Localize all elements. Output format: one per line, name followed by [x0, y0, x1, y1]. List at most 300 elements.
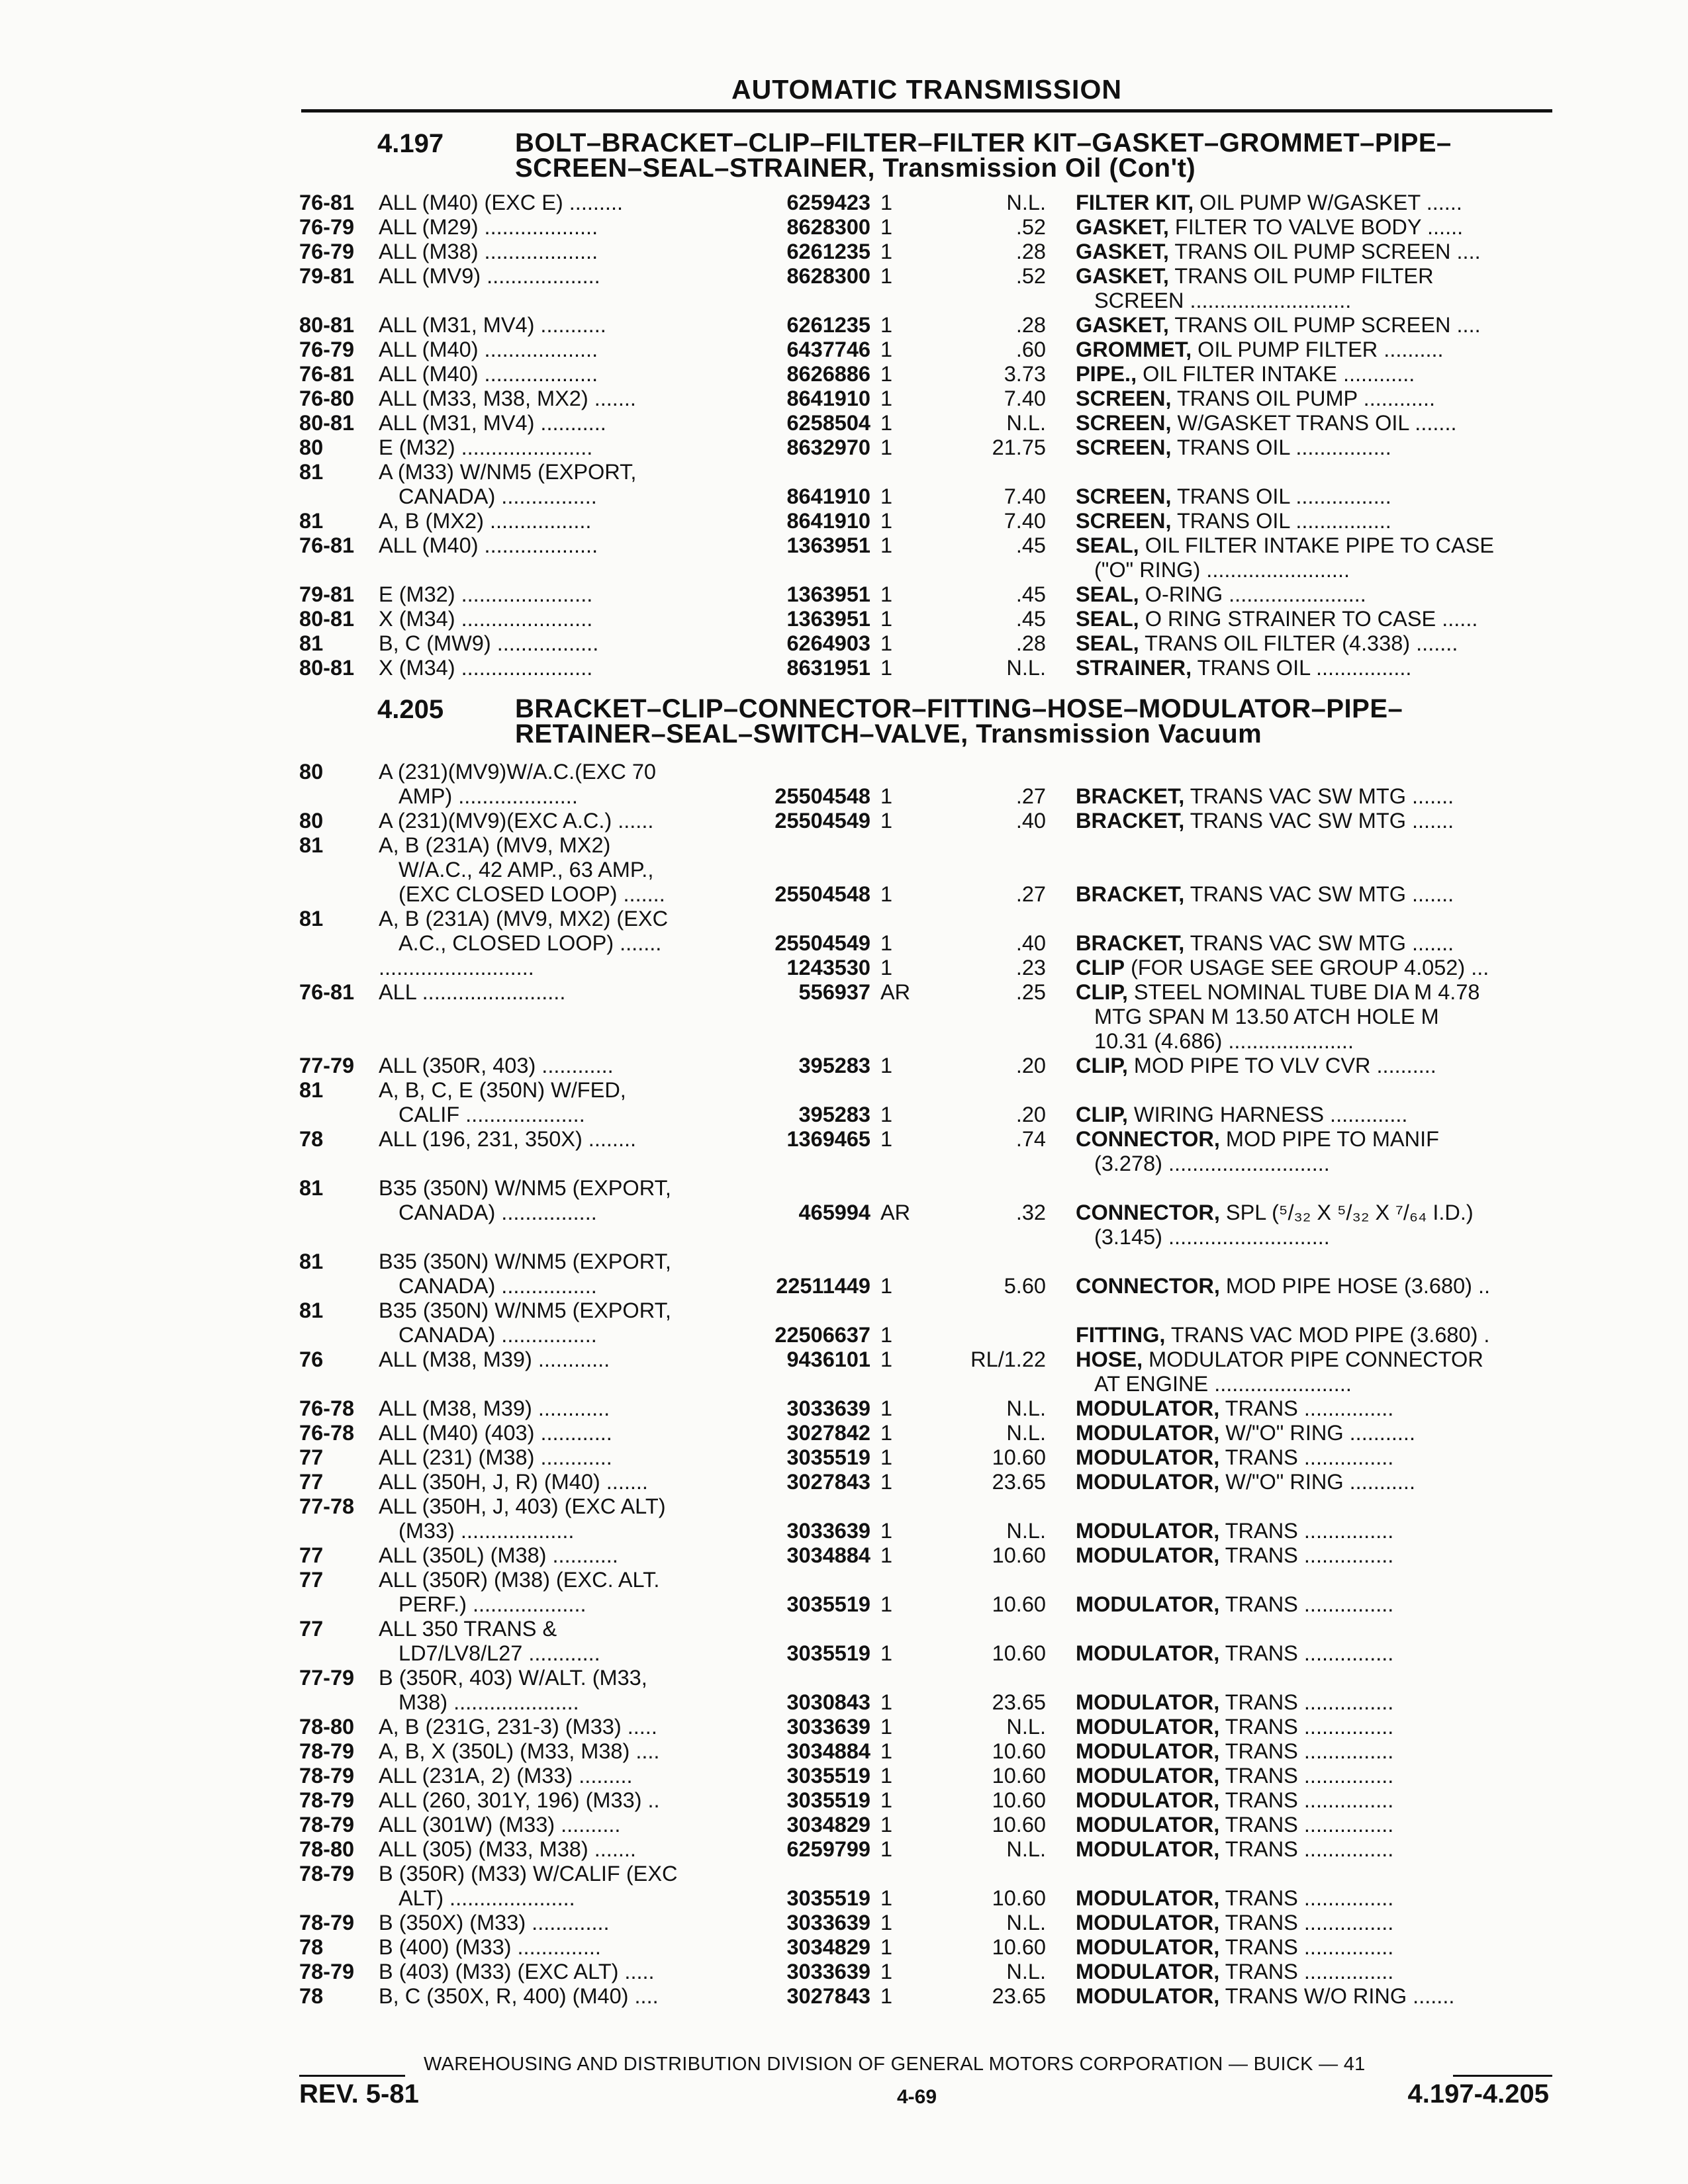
- qty-cell: 1: [880, 191, 893, 214]
- description-name: MODULATOR,: [1076, 1984, 1220, 2008]
- description-text: WIRING HARNESS .............: [1133, 1103, 1408, 1126]
- description-text: OIL FILTER INTAKE PIPE TO CASE: [1145, 533, 1495, 557]
- description-name: MODULATOR,: [1076, 1421, 1220, 1445]
- part-cell: 3033639: [786, 1519, 870, 1543]
- year-cell: 78-79: [299, 1862, 355, 1886]
- description-text: O RING STRAINER TO CASE ......: [1145, 607, 1478, 631]
- year-cell: 76-78: [299, 1421, 355, 1445]
- price-cell: 10.60: [992, 1641, 1046, 1665]
- table-row: [0, 264, 1688, 313]
- table-row: [0, 1250, 1688, 1298]
- qty-cell: 1: [880, 215, 893, 239]
- application-cell: [379, 362, 736, 387]
- description-text: AT ENGINE .......................: [1094, 1372, 1352, 1396]
- qty-cell: 1: [880, 1715, 893, 1739]
- description-cell: [1076, 656, 1552, 680]
- group-title-line: BOLT–BRACKET–CLIP–FILTER–FILTER KIT–GASKET–GROMMET–PIPE–: [515, 128, 1452, 158]
- price-cell: .23: [1015, 956, 1046, 979]
- description-name: GROMMET,: [1076, 338, 1192, 361]
- qty-cell: 1: [880, 1960, 893, 1983]
- description-name: MODULATOR,: [1076, 1813, 1220, 1837]
- price-cell: .40: [1015, 809, 1046, 833]
- description-text: TRANS ...............: [1225, 1641, 1394, 1665]
- application-cell: [379, 1911, 736, 1935]
- application-cell: [379, 582, 736, 607]
- description-cell: [1076, 411, 1552, 435]
- table-row: [0, 656, 1688, 680]
- year-cell: 80: [299, 809, 324, 833]
- description-name: CLIP,: [1076, 1103, 1128, 1126]
- table-row: [0, 1813, 1688, 1837]
- price-cell: .27: [1015, 784, 1046, 808]
- part-cell: 3035519: [786, 1764, 870, 1788]
- table-row: [0, 1494, 1688, 1543]
- description-line: [1076, 289, 1552, 313]
- table-row: [0, 1911, 1688, 1935]
- table-row: [0, 1984, 1688, 2009]
- table-row: [0, 1470, 1688, 1494]
- description-line: [1076, 387, 1552, 411]
- description-text: TRANS VAC SW MTG .......: [1190, 882, 1454, 906]
- table-row: [0, 1960, 1688, 1984]
- table-row: [0, 1127, 1688, 1176]
- description-text: TRANS ...............: [1225, 1837, 1394, 1861]
- description-line: [1076, 1592, 1552, 1617]
- description-cell: [1076, 264, 1552, 313]
- description-line: [1076, 1984, 1552, 2009]
- table-row: [0, 1176, 1688, 1250]
- price-cell: N.L.: [1006, 1837, 1046, 1861]
- description-text: TRANS ...............: [1225, 1911, 1394, 1934]
- description-text: W/GASKET TRANS OIL .......: [1177, 411, 1457, 435]
- part-cell: 3034829: [786, 1813, 870, 1837]
- table-row: [0, 760, 1688, 809]
- description-line: [1076, 1739, 1552, 1764]
- year-cell: 76-81: [299, 191, 355, 214]
- price-cell: N.L.: [1006, 1396, 1046, 1420]
- description-text: TRANS ...............: [1225, 1690, 1394, 1714]
- description-text: TRANS ...............: [1225, 1813, 1394, 1837]
- year-cell: 76-78: [299, 1396, 355, 1420]
- application-line: ALL (350R, 403) ............: [379, 1054, 614, 1077]
- description-cell: [1076, 533, 1552, 582]
- description-cell: [1076, 882, 1552, 907]
- description-line: [1076, 1323, 1552, 1347]
- description-name: BRACKET,: [1076, 809, 1185, 833]
- part-cell: 8641910: [786, 509, 870, 533]
- application-cell: [379, 1788, 736, 1813]
- table-row: [0, 582, 1688, 607]
- description-name: SCREEN,: [1076, 484, 1172, 508]
- application-cell: [379, 411, 736, 435]
- application-line: ALL (231) (M38) ............: [379, 1445, 612, 1469]
- description-name: SCREEN,: [1076, 435, 1172, 459]
- description-name: MODULATOR,: [1076, 1396, 1220, 1420]
- description-cell: [1076, 1470, 1552, 1494]
- description-cell: [1076, 1960, 1552, 1984]
- part-cell: 22511449: [776, 1274, 870, 1298]
- application-cell: [379, 607, 736, 631]
- part-cell: 3034884: [786, 1739, 870, 1763]
- part-cell: 8628300: [786, 215, 870, 239]
- application-cell: [379, 656, 736, 680]
- application-line: A, B (231A) (MV9, MX2): [379, 833, 611, 857]
- description-name: MODULATOR,: [1076, 1911, 1220, 1934]
- year-cell: 80: [299, 435, 324, 459]
- part-cell: 6264903: [786, 631, 870, 655]
- application-line: B (350X) (M33) .............: [379, 1911, 610, 1934]
- application-line: ALL 350 TRANS &: [379, 1617, 557, 1641]
- description-name: MODULATOR,: [1076, 1764, 1220, 1788]
- application-cell: [379, 1298, 736, 1347]
- table-row: [0, 1837, 1688, 1862]
- qty-cell: 1: [880, 509, 893, 533]
- description-line: [1076, 240, 1552, 264]
- application-cell: [379, 460, 736, 509]
- price-cell: .28: [1015, 313, 1046, 337]
- description-name: MODULATOR,: [1076, 1592, 1220, 1616]
- group-title: [515, 130, 1548, 181]
- price-cell: 5.60: [1004, 1274, 1046, 1298]
- part-cell: 3035519: [786, 1886, 870, 1910]
- description-cell: [1076, 1543, 1552, 1568]
- group-title-line: RETAINER–SEAL–SWITCH–VALVE, Transmission Vacuum: [515, 719, 1262, 749]
- year-cell: 76-81: [299, 533, 355, 557]
- price-cell: N.L.: [1006, 1519, 1046, 1543]
- description-text: (3.145) ...........................: [1094, 1225, 1330, 1249]
- application-cell: [379, 533, 736, 558]
- price-cell: 10.60: [992, 1935, 1046, 1959]
- description-line: [1076, 1470, 1552, 1494]
- description-line: [1076, 1372, 1552, 1396]
- description-text: OIL PUMP W/GASKET ......: [1199, 191, 1462, 214]
- qty-cell: 1: [880, 533, 893, 557]
- page-number: 4-69: [897, 2086, 937, 2108]
- description-cell: [1076, 980, 1552, 1054]
- application-line: ALL (196, 231, 350X) ........: [379, 1127, 637, 1151]
- application-line: AMP) ....................: [399, 784, 578, 808]
- qty-cell: 1: [880, 1127, 893, 1151]
- description-name: MODULATOR,: [1076, 1690, 1220, 1714]
- parts-table: [0, 760, 1688, 2009]
- price-cell: .60: [1015, 338, 1046, 361]
- application-cell: [379, 1054, 736, 1078]
- application-line: B35 (350N) W/NM5 (EXPORT,: [379, 1176, 671, 1200]
- application-line: E (M32) ......................: [379, 582, 593, 606]
- application-line: ALL (350H, J, 403) (EXC ALT): [379, 1494, 666, 1518]
- description-cell: [1076, 1519, 1552, 1543]
- description-cell: [1076, 809, 1552, 833]
- table-row: [0, 1617, 1688, 1666]
- table-row: [0, 435, 1688, 460]
- application-cell: [379, 1078, 736, 1127]
- description-name: MODULATOR,: [1076, 1715, 1220, 1739]
- description-line: [1076, 1911, 1552, 1935]
- application-cell: [379, 1421, 736, 1445]
- qty-cell: 1: [880, 1519, 893, 1543]
- table-row: [0, 411, 1688, 435]
- description-name: SEAL,: [1076, 607, 1139, 631]
- table-row: [0, 1347, 1688, 1396]
- year-cell: 81: [299, 1250, 324, 1273]
- application-line: ..........................: [379, 956, 534, 979]
- section-range: 4.197-4.205: [1407, 2079, 1549, 2109]
- price-cell: 10.60: [992, 1739, 1046, 1763]
- price-cell: .52: [1015, 264, 1046, 288]
- description-cell: [1076, 191, 1552, 215]
- qty-cell: AR: [880, 980, 911, 1004]
- year-cell: 77: [299, 1568, 324, 1592]
- qty-cell: 1: [880, 411, 893, 435]
- table-row: [0, 1421, 1688, 1445]
- description-cell: [1076, 215, 1552, 240]
- application-line: ALL (231A, 2) (M33) .........: [379, 1764, 633, 1788]
- description-cell: [1076, 1201, 1552, 1250]
- description-line: [1076, 264, 1552, 289]
- application-cell: [379, 1494, 736, 1543]
- application-cell: [379, 1837, 736, 1862]
- application-cell: [379, 1984, 736, 2009]
- price-cell: .74: [1015, 1127, 1046, 1151]
- qty-cell: 1: [880, 1935, 893, 1959]
- application-line: ALL (M33, M38, MX2) .......: [379, 387, 636, 410]
- qty-cell: 1: [880, 784, 893, 808]
- description-line: [1076, 558, 1552, 582]
- part-cell: 3033639: [786, 1715, 870, 1739]
- qty-cell: 1: [880, 240, 893, 263]
- application-line: CANADA) ................: [399, 484, 597, 508]
- description-name: SCREEN,: [1076, 387, 1172, 410]
- table-row: [0, 338, 1688, 362]
- part-cell: 3035519: [786, 1788, 870, 1812]
- application-cell: [379, 1862, 736, 1911]
- application-line: E (M32) ......................: [379, 435, 593, 459]
- price-cell: 7.40: [1004, 484, 1046, 508]
- part-cell: 22506637: [774, 1323, 870, 1347]
- application-cell: [379, 435, 736, 460]
- part-cell: 395283: [798, 1054, 870, 1077]
- application-cell: [379, 1739, 736, 1764]
- table-row: [0, 1935, 1688, 1960]
- description-name: GASKET,: [1076, 313, 1169, 337]
- description-line: [1076, 1837, 1552, 1862]
- description-name: MODULATOR,: [1076, 1886, 1220, 1910]
- part-cell: 25504549: [774, 809, 870, 833]
- application-cell: [379, 509, 736, 533]
- year-cell: 76-81: [299, 980, 355, 1004]
- table-row: [0, 631, 1688, 656]
- table-row: [0, 191, 1688, 215]
- description-line: [1076, 980, 1552, 1005]
- year-cell: 81: [299, 1176, 324, 1200]
- part-cell: 556937: [798, 980, 870, 1004]
- part-cell: 6259799: [786, 1837, 870, 1861]
- year-cell: 78: [299, 1935, 324, 1959]
- description-cell: [1076, 1911, 1552, 1935]
- application-line: A.C., CLOSED LOOP) .......: [399, 931, 662, 955]
- description-text: SCREEN ...........................: [1094, 289, 1352, 312]
- part-cell: 25504549: [774, 931, 870, 955]
- year-cell: 78-79: [299, 1764, 355, 1788]
- description-line: [1076, 1764, 1552, 1788]
- table-row: [0, 907, 1688, 956]
- description-cell: [1076, 1421, 1552, 1445]
- application-line: B35 (350N) W/NM5 (EXPORT,: [379, 1298, 671, 1322]
- table-row: [0, 509, 1688, 533]
- price-cell: 7.40: [1004, 509, 1046, 533]
- description-name: STRAINER,: [1076, 656, 1192, 680]
- part-cell: 3033639: [786, 1911, 870, 1934]
- description-line: [1076, 1421, 1552, 1445]
- part-cell: 8626886: [786, 362, 870, 386]
- price-cell: RL/1.22: [970, 1347, 1046, 1371]
- qty-cell: AR: [880, 1201, 911, 1224]
- part-cell: 3027842: [786, 1421, 870, 1445]
- description-cell: [1076, 362, 1552, 387]
- description-cell: [1076, 1690, 1552, 1715]
- description-cell: [1076, 1788, 1552, 1813]
- table-row: [0, 1054, 1688, 1078]
- application-cell: [379, 1445, 736, 1470]
- part-cell: 1363951: [786, 582, 870, 606]
- description-cell: [1076, 387, 1552, 411]
- year-cell: 81: [299, 1298, 324, 1322]
- part-cell: 6437746: [786, 338, 870, 361]
- part-cell: 25504548: [774, 784, 870, 808]
- price-cell: N.L.: [1006, 1421, 1046, 1445]
- part-cell: 3035519: [786, 1592, 870, 1616]
- application-cell: [379, 1960, 736, 1984]
- header-rule: [301, 109, 1552, 113]
- application-cell: [379, 1250, 736, 1298]
- description-line: [1076, 215, 1552, 240]
- application-line: ALL (M38, M39) ............: [379, 1396, 610, 1420]
- description-cell: [1076, 582, 1552, 607]
- description-cell: [1076, 1347, 1552, 1396]
- application-cell: [379, 956, 736, 980]
- year-cell: 78-79: [299, 1788, 355, 1812]
- description-line: [1076, 956, 1552, 980]
- application-line: A (231)(MV9)W/A.C.(EXC 70: [379, 760, 656, 784]
- application-cell: [379, 338, 736, 362]
- application-cell: [379, 215, 736, 240]
- table-row: [0, 1715, 1688, 1739]
- price-cell: 10.60: [992, 1886, 1046, 1910]
- description-text: (3.278) ...........................: [1094, 1152, 1330, 1175]
- description-cell: [1076, 784, 1552, 809]
- description-cell: [1076, 1323, 1552, 1347]
- application-line: ALL (M40) ...................: [379, 362, 598, 386]
- description-line: [1076, 1274, 1552, 1298]
- application-line: ALL (260, 301Y, 196) (M33) ..: [379, 1788, 660, 1812]
- description-text: 10.31 (4.686) .....................: [1094, 1029, 1354, 1053]
- application-cell: [379, 1813, 736, 1837]
- price-cell: .40: [1015, 931, 1046, 955]
- description-line: [1076, 1960, 1552, 1984]
- description-text: TRANS VAC SW MTG .......: [1190, 931, 1454, 955]
- qty-cell: 1: [880, 631, 893, 655]
- qty-cell: 1: [880, 338, 893, 361]
- qty-cell: 1: [880, 484, 893, 508]
- description-name: MODULATOR,: [1076, 1935, 1220, 1959]
- description-cell: [1076, 338, 1552, 362]
- part-cell: 3030843: [786, 1690, 870, 1714]
- application-line: B, C (350X, R, 400) (M40) ....: [379, 1984, 659, 2008]
- part-cell: 3033639: [786, 1396, 870, 1420]
- description-name: GASKET,: [1076, 240, 1169, 263]
- description-line: [1076, 582, 1552, 607]
- description-text: TRANS ...............: [1225, 1788, 1394, 1812]
- year-cell: 80-81: [299, 411, 355, 435]
- description-cell: [1076, 1445, 1552, 1470]
- description-cell: [1076, 1592, 1552, 1617]
- description-text: MOD PIPE TO VLV CVR ..........: [1133, 1054, 1436, 1077]
- application-cell: [379, 313, 736, 338]
- qty-cell: 1: [880, 1323, 893, 1347]
- description-name: SEAL,: [1076, 582, 1139, 606]
- description-name: SEAL,: [1076, 631, 1139, 655]
- qty-cell: 1: [880, 1641, 893, 1665]
- description-name: MODULATOR,: [1076, 1641, 1220, 1665]
- application-line: (EXC CLOSED LOOP) .......: [399, 882, 665, 906]
- revision-label: REV. 5-81: [299, 2079, 419, 2109]
- year-cell: 76-79: [299, 215, 355, 239]
- table-row: [0, 980, 1688, 1054]
- description-name: CLIP,: [1076, 1054, 1128, 1077]
- qty-cell: 1: [880, 1911, 893, 1934]
- table-row: [0, 1568, 1688, 1617]
- description-text: TRANS ...............: [1225, 1445, 1394, 1469]
- part-cell: 1363951: [786, 607, 870, 631]
- description-name: MODULATOR,: [1076, 1739, 1220, 1763]
- price-cell: 7.40: [1004, 387, 1046, 410]
- description-line: [1076, 411, 1552, 435]
- year-cell: 78-80: [299, 1837, 355, 1861]
- description-name: GASKET,: [1076, 215, 1169, 239]
- description-text: STEEL NOMINAL TUBE DIA M 4.78: [1133, 980, 1480, 1004]
- table-row: [0, 833, 1688, 907]
- application-line: ALL (301W) (M33) ..........: [379, 1813, 621, 1837]
- description-line: [1076, 1935, 1552, 1960]
- application-cell: [379, 1764, 736, 1788]
- description-name: MODULATOR,: [1076, 1837, 1220, 1861]
- description-line: [1076, 313, 1552, 338]
- application-line: X (M34) ......................: [379, 656, 593, 680]
- description-line: [1076, 1396, 1552, 1421]
- application-cell: [379, 1617, 736, 1666]
- description-name: BRACKET,: [1076, 931, 1185, 955]
- qty-cell: 1: [880, 1739, 893, 1763]
- table-row: [0, 215, 1688, 240]
- description-text: TRANS OIL ................: [1197, 656, 1412, 680]
- application-cell: [379, 760, 736, 809]
- description-line: [1076, 191, 1552, 215]
- description-name: MODULATOR,: [1076, 1519, 1220, 1543]
- table-row: [0, 1666, 1688, 1715]
- application-line: ALL (M40) (403) ............: [379, 1421, 612, 1445]
- description-name: HOSE,: [1076, 1347, 1143, 1371]
- application-line: B (350R) (M33) W/CALIF (EXC: [379, 1862, 678, 1886]
- year-cell: 78-79: [299, 1960, 355, 1983]
- description-name: SCREEN,: [1076, 509, 1172, 533]
- description-line: [1076, 1225, 1552, 1250]
- table-row: [0, 1298, 1688, 1347]
- price-cell: N.L.: [1006, 1715, 1046, 1739]
- application-line: ALL (M31, MV4) ...........: [379, 411, 606, 435]
- year-cell: 79-81: [299, 264, 355, 288]
- qty-cell: 1: [880, 1886, 893, 1910]
- price-cell: N.L.: [1006, 656, 1046, 680]
